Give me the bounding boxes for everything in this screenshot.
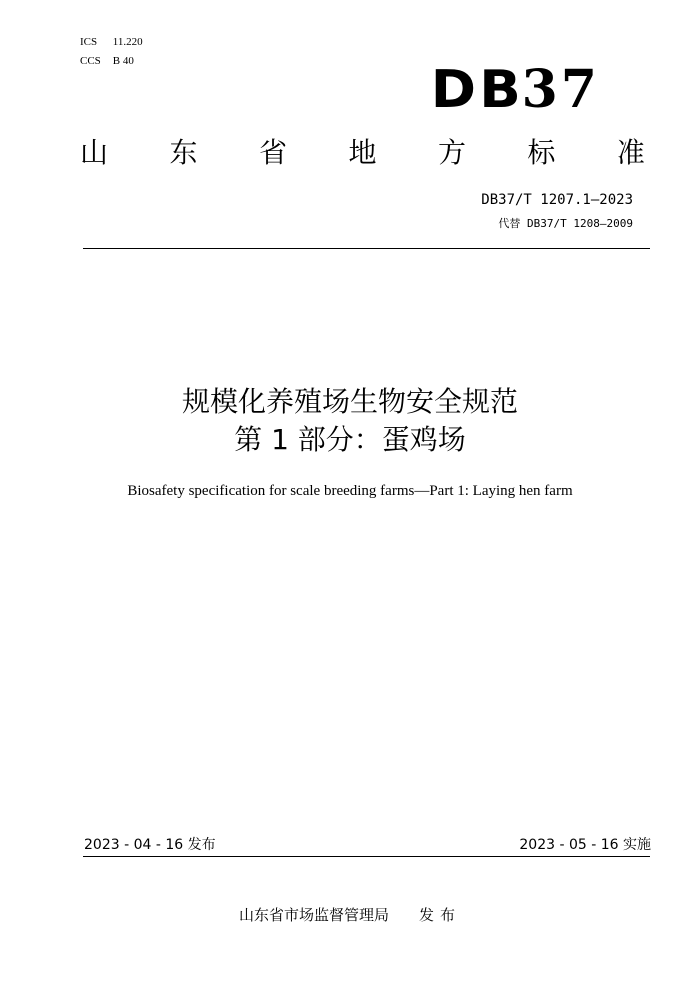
publisher-action: 发布 [419, 906, 462, 924]
header-divider [83, 248, 650, 249]
standard-type-char: 标 [527, 136, 556, 169]
title-line-2: 第 1 部分：蛋鸡场 [234, 423, 466, 456]
standard-type-char: 地 [348, 136, 377, 169]
logo-db: DB [430, 60, 524, 120]
standard-type-char: 东 [169, 136, 198, 169]
standard-type-char: 方 [437, 136, 466, 169]
issue-date: 2023 - 04 - 16 发布 [84, 837, 216, 853]
ccs-label: CCS [80, 55, 101, 67]
db37-logo [430, 59, 600, 120]
standard-type-char: 省 [258, 136, 287, 169]
standard-type [80, 135, 645, 171]
english-title: Biosafety specification for scale breeding farms—Part 1: Laying hen farm [127, 483, 573, 499]
publisher-name: 山东省市场监督管理局 [238, 906, 389, 924]
ics-value: 11.220 [112, 36, 143, 48]
ics-label: ICS [80, 36, 98, 48]
ccs-value: B 40 [112, 55, 134, 67]
logo-number: 37 [521, 59, 600, 120]
implementation-date: 2023 - 05 - 16 实施 [519, 837, 651, 853]
publisher [0, 904, 700, 925]
footer-divider [83, 856, 650, 857]
ccs-row [80, 52, 143, 71]
standard-type-char: 准 [616, 136, 645, 169]
title-line-1: 规模化养殖场生物安全规范 [181, 385, 518, 418]
ics-row [80, 33, 143, 52]
replaces-standard: 代替 DB37/T 1208—2009 [498, 217, 633, 230]
standard-type-char: 山 [80, 136, 109, 169]
classification-codes [80, 33, 143, 71]
standard-number: DB37/T 1207.1—2023 [481, 192, 633, 208]
